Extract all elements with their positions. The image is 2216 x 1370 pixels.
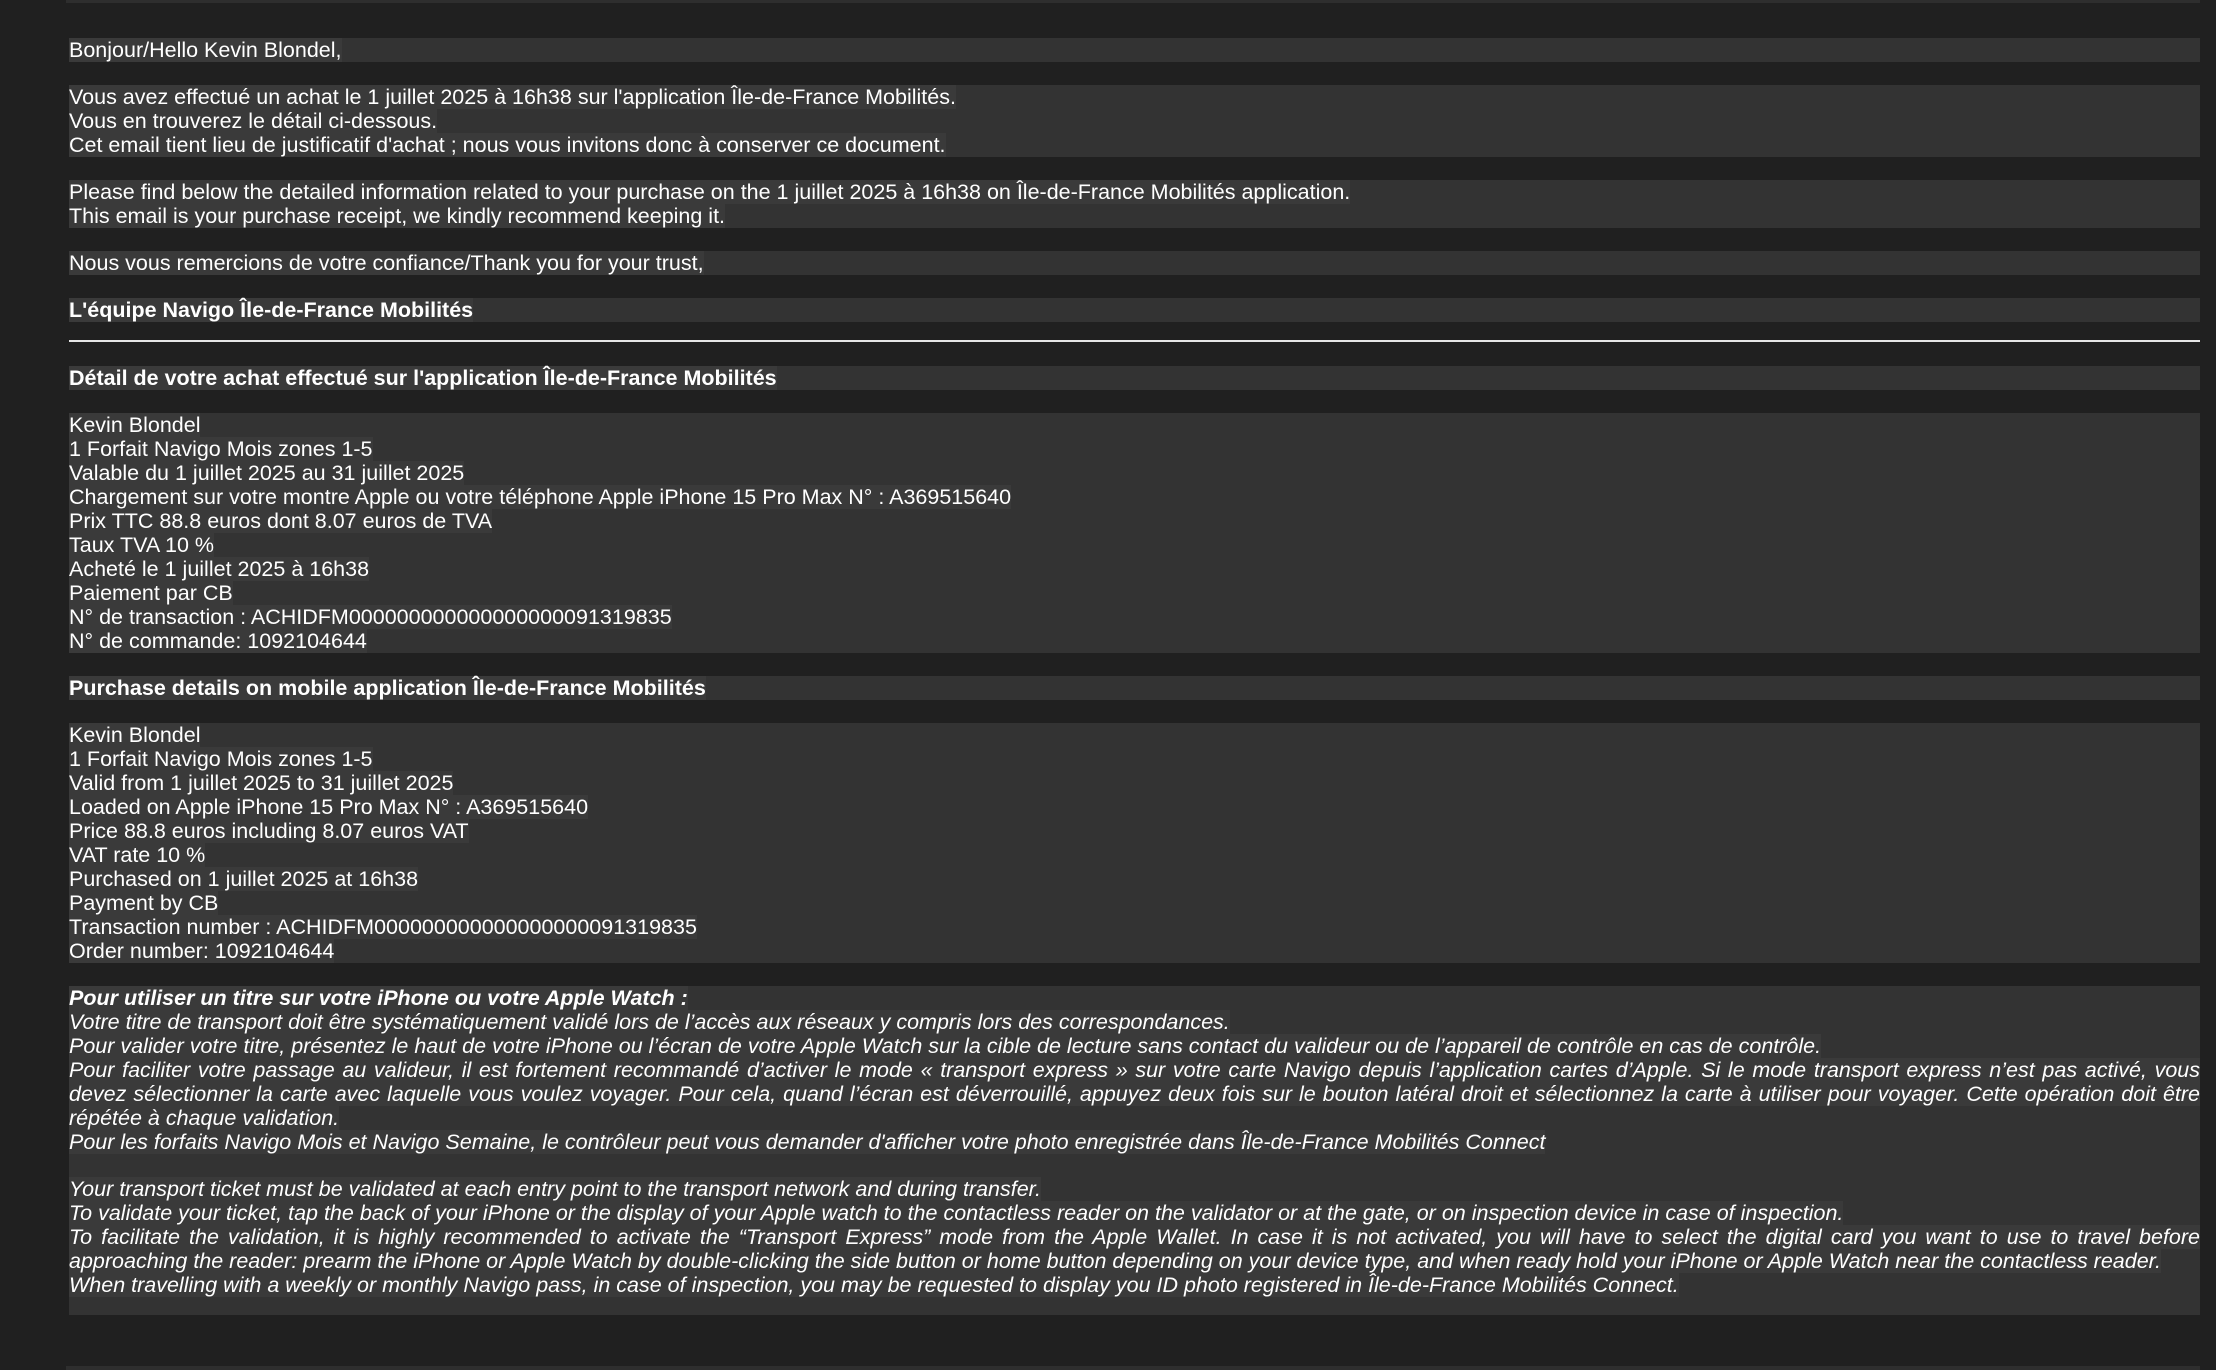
- intro-en-line: This email is your purchase receipt, we kindly recommend keeping it.: [69, 204, 726, 228]
- usage-fr-paragraph: Pour les forfaits Navigo Mois et Navigo Semaine, le contrôleur peut vous demander d'afficher votre photo enregistrée dans Île-de-France Mobilités Connect: [69, 1130, 1546, 1154]
- details-fr-line: Chargement sur votre montre Apple ou votre téléphone Apple iPhone 15 Pro Max N° : A369515640: [69, 485, 1012, 509]
- email-body: [69, 38, 2200, 1315]
- details-en-line: Order number: 1092104644: [69, 939, 335, 963]
- details-en-heading: Purchase details on mobile application Île-de-France Mobilités: [69, 676, 2200, 700]
- details-en-line: Purchased on 1 juillet 2025 at 16h38: [69, 867, 419, 891]
- usage-en-paragraph: To validate your ticket, tap the back of your iPhone or the display of your Apple watch to the contactless reader on the validator or at the gate, or on inspection device in case of inspection.: [69, 1201, 1844, 1225]
- details-en-line: Loaded on Apple iPhone 15 Pro Max N° : A369515640: [69, 795, 589, 819]
- signature: L'équipe Navigo Île-de-France Mobilités: [69, 298, 2200, 322]
- details-en-line: 1 Forfait Navigo Mois zones 1-5: [69, 747, 373, 771]
- intro-fr-line: Vous avez effectué un achat le 1 juillet 2025 à 16h38 sur l'application Île-de-France Mobilités.: [69, 85, 956, 109]
- details-en-line: Kevin Blondel: [69, 723, 201, 747]
- details-en-line: Transaction number : ACHIDFM000000000000000000091319835: [69, 915, 697, 939]
- details-en-line: Price 88.8 euros including 8.07 euros VAT: [69, 819, 469, 843]
- details-en-line: Valid from 1 juillet 2025 to 31 juillet 2025: [69, 771, 454, 795]
- greeting: Bonjour/Hello Kevin Blondel,: [69, 38, 2200, 62]
- details-fr-line: N° de commande: 1092104644: [69, 629, 367, 653]
- usage-instructions: [69, 986, 2200, 1315]
- intro-fr-line: Vous en trouverez le détail ci-dessous.: [69, 109, 438, 133]
- details-fr-line: N° de transaction : ACHIDFM000000000000000000091319835: [69, 605, 672, 629]
- details-fr-line: Paiement par CB: [69, 581, 233, 605]
- usage-fr-heading: Pour utiliser un titre sur votre iPhone ou votre Apple Watch :: [69, 986, 688, 1010]
- details-fr-line: Prix TTC 88.8 euros dont 8.07 euros de TVA: [69, 509, 493, 533]
- details-fr-heading: Détail de votre achat effectué sur l'application Île-de-France Mobilités: [69, 366, 2200, 390]
- details-fr-line: Valable du 1 juillet 2025 au 31 juillet 2025: [69, 461, 465, 485]
- details-en-list: [69, 723, 2200, 963]
- usage-fr-paragraph: Pour valider votre titre, présentez le haut de votre iPhone ou l’écran de votre Apple Watch sur la cible de lecture sans contact du valideur ou de l’appareil de contrôle en cas de contrôle.: [69, 1034, 1822, 1058]
- section-divider: [69, 340, 2200, 342]
- intro-en-block: [69, 180, 2200, 228]
- usage-fr-paragraph: Pour faciliter votre passage au valideur, il est fortement recommandé d’activer le mode « transport express » sur votre carte Navigo depuis l’application cartes d’Apple. Si le mode transport express n’est pas activé, vous devez sélectionner la carte avec laquelle vous voulez voyager. Pour cela, quand l’écran est déverrouillé, appuyez deux fois sur le bouton latéral droit et sélectionnez la carte à utiliser pour voyager. Cette opération doit être répétée à chaque validation.: [69, 1058, 2200, 1130]
- details-fr-line: 1 Forfait Navigo Mois zones 1-5: [69, 437, 373, 461]
- usage-en-paragraph: When travelling with a weekly or monthly Navigo pass, in case of inspection, you may be requested to display you ID photo registered in Île-de-France Mobilités Connect.: [69, 1273, 1679, 1297]
- usage-en-paragraph: Your transport ticket must be validated at each entry point to the transport network and during transfer.: [69, 1177, 1042, 1201]
- details-en-line: Payment by CB: [69, 891, 219, 915]
- usage-fr-paragraph: Votre titre de transport doit être systématiquement validé lors de l’accès aux réseaux y compris lors des correspondances.: [69, 1010, 1230, 1034]
- intro-fr-block: [69, 85, 2200, 157]
- bottom-divider: [66, 1366, 2200, 1370]
- details-fr-list: [69, 413, 2200, 653]
- intro-fr-line: Cet email tient lieu de justificatif d'achat ; nous vous invitons donc à conserver ce document.: [69, 133, 946, 157]
- details-fr-line: Acheté le 1 juillet 2025 à 16h38: [69, 557, 370, 581]
- usage-en-paragraph: To facilitate the validation, it is highly recommended to activate the “Transport Express” mode from the Apple Wallet. In case it is not activated, you will have to select the digital card you want to use to travel before approaching the reader: prearm the iPhone or Apple Watch by double-clicking the side button or home button depending on your device type, and when ready hold your iPhone or Apple Watch near the contactless reader.: [69, 1225, 2200, 1273]
- details-en-line: VAT rate 10 %: [69, 843, 206, 867]
- details-fr-line: Kevin Blondel: [69, 413, 201, 437]
- intro-en-line: Please find below the detailed information related to your purchase on the 1 juillet 2025 à 16h38 on Île-de-France Mobilités application.: [69, 180, 1351, 204]
- thanks-line: Nous vous remercions de votre confiance/Thank you for your trust,: [69, 251, 2200, 275]
- details-fr-line: Taux TVA 10 %: [69, 533, 215, 557]
- top-divider: [66, 0, 2200, 3]
